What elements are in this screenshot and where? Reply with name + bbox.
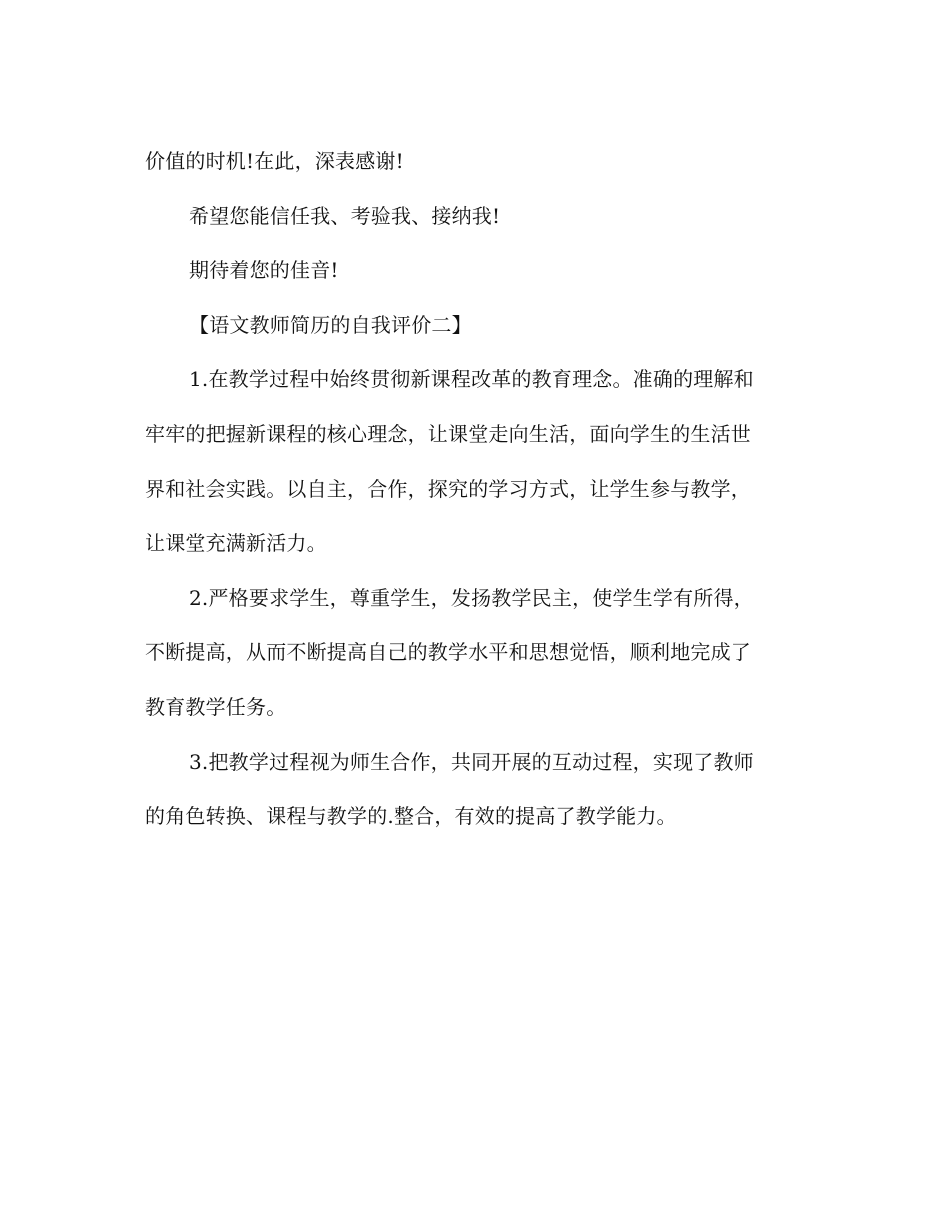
item-1-line-4: 让课堂充满新活力。 xyxy=(145,531,327,556)
item-2-line-2: 不断提高，从而不断提高自己的教学水平和思想觉悟，顺利地完成了 xyxy=(145,640,751,665)
item-2-line-3: 教育教学任务。 xyxy=(145,694,287,719)
item-3-line-2: 的角色转换、课程与教学的.整合，有效的提高了教学能力。 xyxy=(145,804,677,829)
text-line-await: 期待着您的佳音! xyxy=(189,258,339,283)
item-2-line-1: 2.严格要求学生，尊重学生，发扬教学民主，使学生学有所得， xyxy=(189,585,754,610)
section-heading: 【语文教师简历的自我评价二】 xyxy=(189,312,472,337)
item-3-line-1: 3.把教学过程视为师生合作，共同开展的互动过程，实现了教师 xyxy=(189,749,754,774)
text-line-hope: 希望您能信任我、考验我、接纳我! xyxy=(189,203,501,228)
text-line-continuation: 价值的时机!在此，深表感谢! xyxy=(145,149,404,173)
document-body xyxy=(145,134,805,844)
item-1-line-3: 界和社会实践。以自主，合作，探究的学习方式，让学生参与教学， xyxy=(145,476,751,501)
item-1-line-2: 牢牢的把握新课程的核心理念，让课堂走向生活，面向学生的生活世 xyxy=(145,421,751,446)
item-1-line-1: 1.在教学过程中始终贯彻新课程改革的教育理念。准确的理解和 xyxy=(189,367,754,392)
